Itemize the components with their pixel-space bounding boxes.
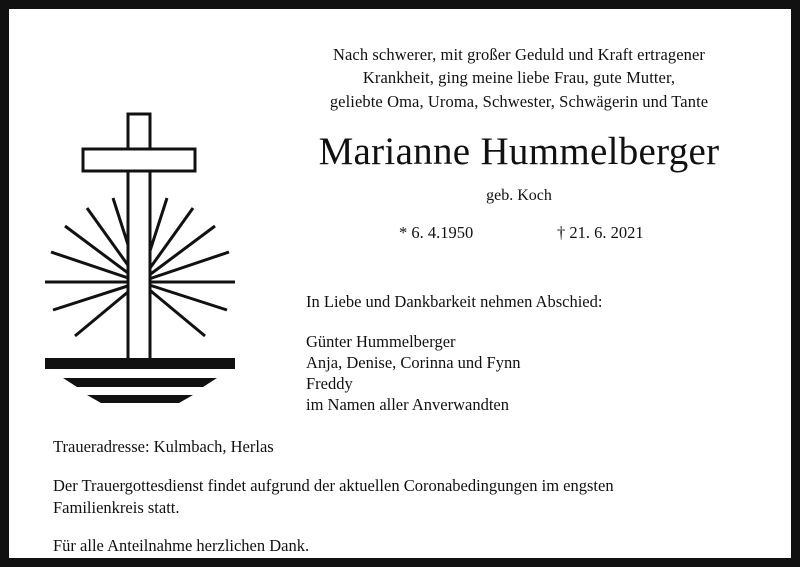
mourning-address: Traueradresse: Kulmbach, Herlas (53, 437, 274, 456)
deceased-name: Marianne Hummelberger (318, 130, 720, 174)
service-line-2: Familienkreis statt. (53, 497, 180, 517)
intro-line-3: geliebte Oma, Uroma, Schwester, Schwägerin und Tante (329, 91, 709, 111)
mourners-lead: In Liebe und Dankbarkeit nehmen Abschied: (306, 292, 603, 311)
header-text-block (259, 43, 779, 243)
mourners-block (306, 292, 776, 416)
list-item: Freddy (306, 373, 353, 393)
maiden-name: geb. Koch (486, 187, 552, 205)
mourners-list (306, 332, 776, 416)
intro-line-2: Krankheit, ging meine liebe Frau, gute Mutter, (362, 68, 676, 88)
notice-inner (9, 9, 791, 558)
birth-date: * 6. 4.1950 (399, 223, 474, 243)
intro-text (259, 43, 779, 113)
list-item: im Namen aller Anverwandten (306, 394, 509, 414)
service-line-1: Der Trauergottesdienst findet aufgrund der aktuellen Coronabedingungen im engsten (53, 475, 614, 495)
cross-with-rays-icon (35, 104, 245, 404)
intro-line-1: Nach schwerer, mit großer Geduld und Kraft ertragener (332, 45, 706, 64)
list-item: Günter Hummelberger (306, 331, 456, 351)
service-info (53, 475, 753, 519)
life-dates (259, 223, 779, 243)
list-item: Anja, Denise, Corinna und Fynn (306, 352, 521, 372)
death-date: † 21. 6. 2021 (557, 223, 644, 243)
thanks-note: Für alle Anteilnahme herzlichen Dank. (53, 536, 310, 556)
footer-block (53, 436, 753, 557)
